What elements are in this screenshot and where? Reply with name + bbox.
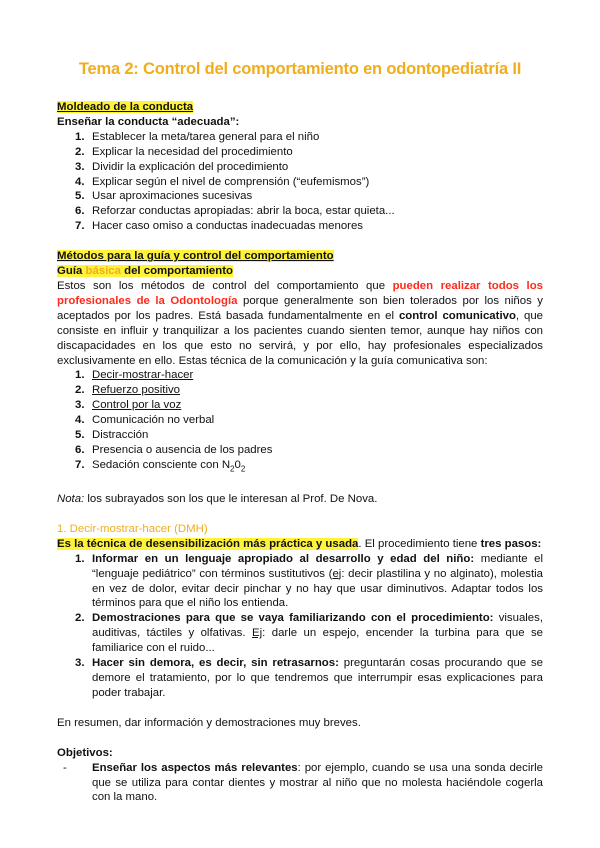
list-item: 4. Explicar según el nivel de comprensión (“eufemismos”) — [75, 175, 370, 188]
resumen: En resumen, dar información y demostraciones muy breves. — [57, 716, 361, 729]
dmh-heading: 1. Decir-mostrar-hacer (DMH) — [57, 522, 208, 535]
section-metodos — [57, 249, 543, 264]
dmh-intro: Es la técnica de desensibilización más práctica y usada. El procedimiento tiene tres pasos: — [57, 537, 542, 550]
list-item: 2. Refuerzo positivo — [75, 384, 181, 397]
list-item: 2. Explicar la necesidad del procedimiento — [75, 145, 293, 158]
section-moldeado — [57, 100, 543, 115]
list-item: 6. Presencia o ausencia de los padres — [75, 443, 273, 456]
nota: Nota: los subrayados son los que le interesan al Prof. De Nova. — [57, 493, 378, 506]
list-item: 2. Demostraciones para que se vaya familiarizando con el procedimiento: visuales, auditivas, táctiles y olfativas. Ej: darle un espejo, encender la turbina para que se familiarice con el ruido... — [75, 612, 544, 655]
objetivos-heading: Objetivos: — [57, 746, 113, 759]
list-item: - Enseñar los aspectos más relevantes: por ejemplo, cuando se usa una sonda decirle que se utiliza para contar dientes y mostrar al niño que no molesta haciéndole cogerla con la mano. — [63, 761, 544, 804]
dmh-steps — [57, 552, 543, 701]
moldeado-list — [57, 130, 543, 234]
list-item: 1. Informar en un lenguaje apropiado al desarrollo y edad del niño: mediante el “lenguaje pediátrico” con términos sustitutivos (ej: decir plastilina y no alginato), molestia en vez de dolor, evitar decir pinchar y no hay que usar diminutivos. Adaptar todos los términos para que el niño los entienda. — [75, 552, 544, 610]
list-item: 3. Hacer sin demora, es decir, sin retrasarnos: preguntarán cosas procurando que se demore el tratamiento, por lo que tendremos que interrumpir esas explicaciones para poder trabajar. — [75, 657, 544, 699]
list-item: 3. Control por la voz — [75, 399, 182, 412]
list-item: 5. Usar aproximaciones sucesivas — [75, 190, 253, 203]
moldeado-subheading: Enseñar la conducta “adecuada”: — [57, 115, 240, 128]
guia-basica-heading: Guía básica del comportamiento — [57, 265, 233, 278]
objetivos-list — [57, 761, 543, 806]
list-item: 7. Hacer caso omiso a conductas inadecuadas menores — [75, 220, 363, 233]
moldeado-heading: Moldeado de la conducta — [57, 101, 194, 113]
list-item: 4. Comunicación no verbal — [75, 414, 215, 427]
document-body — [57, 100, 543, 805]
list-item: 3. Dividir la explicación del procedimiento — [75, 160, 289, 173]
list-item: 1. Establecer la meta/tarea general para el niño — [75, 130, 320, 143]
list-item: 7. Sedación consciente con $N_20_2$ — [75, 458, 246, 474]
metodos-list — [57, 368, 543, 477]
page-title: Tema 2: Control del comportamiento en odontopediatría II — [78, 60, 522, 78]
list-item: 1. Decir-mostrar-hacer — [75, 369, 194, 382]
list-item: 5. Distracción — [75, 429, 149, 442]
metodos-heading: Métodos para la guía y control del comportamiento — [57, 250, 334, 263]
list-item: 6. Reforzar conductas apropiadas: abrir la boca, estar quieta... — [75, 205, 395, 218]
metodos-paragraph: Estos son los métodos de control del comportamiento que pueden realizar todos los profesionales de la Odontología porque generalmente son bien tolerados por los niños y aceptados por los padres. Está basada fundamentalmente en el control comunicativo, que consiste en influir y tranquilizar a los pacientes cuando sienten temor, aunque hay niños con discapacidades en los que esto no servirá, y por ello, hay profesionales especializados exclusivamente en ello. Estas técnica de la comunicación y la guía comunicativa son: — [57, 279, 543, 367]
